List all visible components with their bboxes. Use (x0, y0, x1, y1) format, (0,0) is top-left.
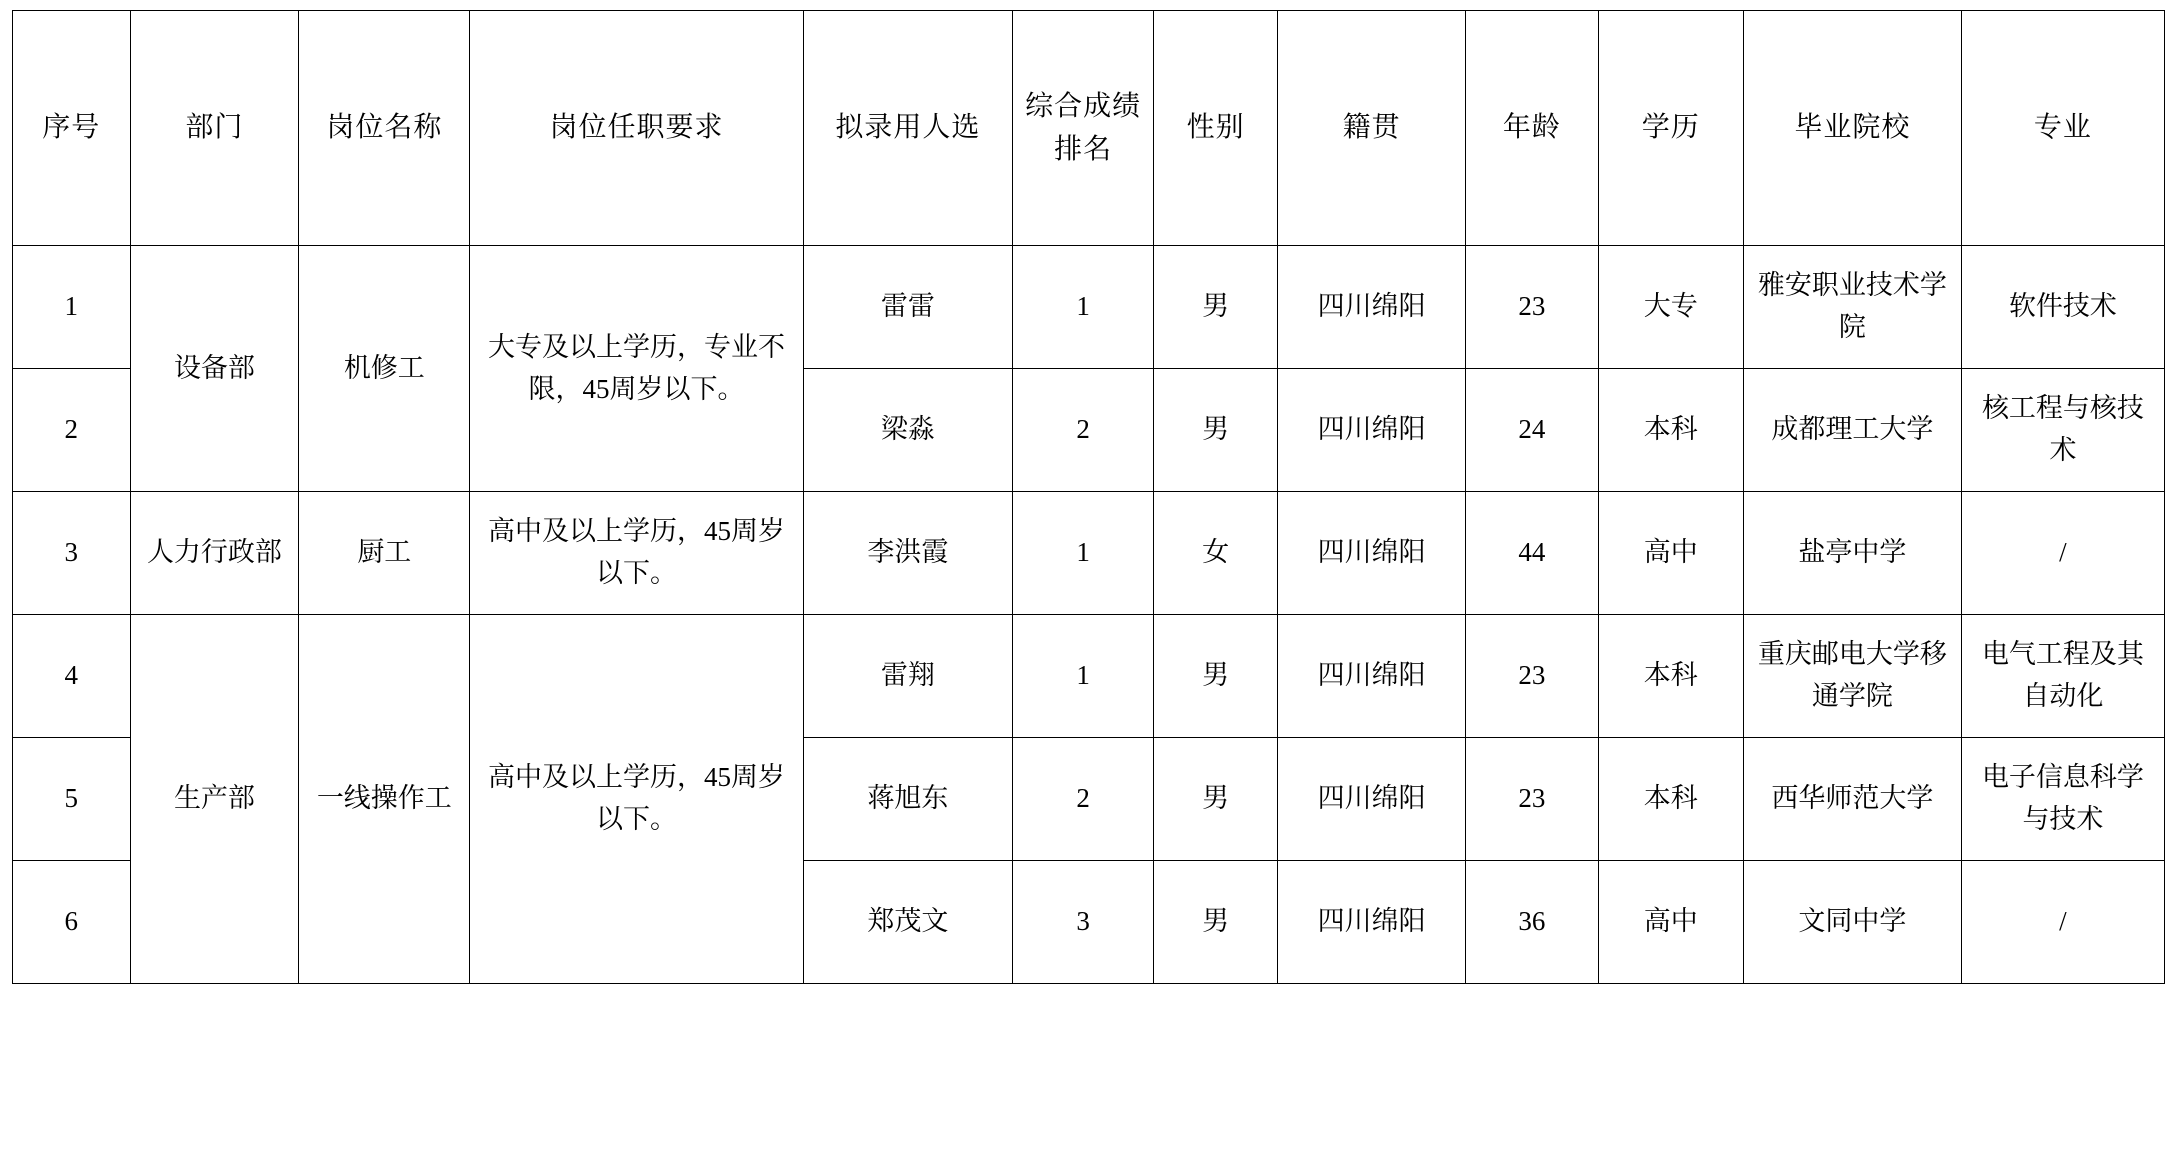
column-header-age: 年龄 (1466, 11, 1598, 246)
cell-school: 盐亭中学 (1743, 492, 1961, 615)
cell-gender: 男 (1154, 615, 1278, 738)
table-row (13, 492, 2165, 615)
cell-education: 大专 (1598, 246, 1743, 369)
column-header-department: 部门 (130, 11, 299, 246)
column-header-rank: 综合成绩排名 (1013, 11, 1154, 246)
cell-origin: 四川绵阳 (1278, 369, 1466, 492)
cell-candidate: 李洪霞 (803, 492, 1012, 615)
cell-school: 成都理工大学 (1743, 369, 1961, 492)
cell-origin: 四川绵阳 (1278, 492, 1466, 615)
cell-seq: 6 (13, 861, 131, 984)
cell-seq: 5 (13, 738, 131, 861)
cell-gender: 男 (1154, 369, 1278, 492)
cell-gender: 女 (1154, 492, 1278, 615)
cell-post-requirement: 高中及以上学历，45周岁以下。 (470, 615, 803, 984)
cell-major: 电气工程及其自动化 (1961, 615, 2164, 738)
cell-school: 西华师范大学 (1743, 738, 1961, 861)
cell-seq: 3 (13, 492, 131, 615)
cell-candidate: 梁淼 (803, 369, 1012, 492)
cell-origin: 四川绵阳 (1278, 738, 1466, 861)
cell-candidate: 蒋旭东 (803, 738, 1012, 861)
cell-seq: 2 (13, 369, 131, 492)
cell-origin: 四川绵阳 (1278, 246, 1466, 369)
cell-age: 44 (1466, 492, 1598, 615)
cell-rank: 2 (1013, 738, 1154, 861)
cell-candidate: 雷雷 (803, 246, 1012, 369)
cell-school: 重庆邮电大学移通学院 (1743, 615, 1961, 738)
column-header-gender: 性别 (1154, 11, 1278, 246)
cell-seq: 1 (13, 246, 131, 369)
cell-department: 设备部 (130, 246, 299, 492)
cell-gender: 男 (1154, 861, 1278, 984)
cell-rank: 1 (1013, 615, 1154, 738)
cell-candidate: 雷翔 (803, 615, 1012, 738)
cell-department: 人力行政部 (130, 492, 299, 615)
cell-post-requirement: 大专及以上学历，专业不限，45周岁以下。 (470, 246, 803, 492)
cell-education: 高中 (1598, 861, 1743, 984)
column-header-school: 毕业院校 (1743, 11, 1961, 246)
column-header-post-requirement: 岗位任职要求 (470, 11, 803, 246)
table-row (13, 615, 2165, 738)
cell-education: 高中 (1598, 492, 1743, 615)
column-header-major: 专业 (1961, 11, 2164, 246)
cell-education: 本科 (1598, 615, 1743, 738)
cell-age: 23 (1466, 738, 1598, 861)
cell-candidate: 郑茂文 (803, 861, 1012, 984)
cell-gender: 男 (1154, 246, 1278, 369)
cell-major: 核工程与核技术 (1961, 369, 2164, 492)
cell-rank: 1 (1013, 492, 1154, 615)
column-header-candidate: 拟录用人选 (803, 11, 1012, 246)
cell-origin: 四川绵阳 (1278, 861, 1466, 984)
cell-post-name: 厨工 (299, 492, 470, 615)
cell-rank: 2 (1013, 369, 1154, 492)
cell-post-name: 机修工 (299, 246, 470, 492)
table-row (13, 246, 2165, 369)
column-header-seq: 序号 (13, 11, 131, 246)
cell-major: 电子信息科学与技术 (1961, 738, 2164, 861)
cell-post-requirement: 高中及以上学历，45周岁以下。 (470, 492, 803, 615)
cell-department: 生产部 (130, 615, 299, 984)
cell-origin: 四川绵阳 (1278, 615, 1466, 738)
cell-rank: 3 (1013, 861, 1154, 984)
cell-rank: 1 (1013, 246, 1154, 369)
cell-school: 雅安职业技术学院 (1743, 246, 1961, 369)
column-header-origin: 籍贯 (1278, 11, 1466, 246)
cell-age: 23 (1466, 246, 1598, 369)
column-header-post-name: 岗位名称 (299, 11, 470, 246)
cell-school: 文同中学 (1743, 861, 1961, 984)
cell-seq: 4 (13, 615, 131, 738)
cell-major: 软件技术 (1961, 246, 2164, 369)
cell-age: 36 (1466, 861, 1598, 984)
cell-major: / (1961, 492, 2164, 615)
column-header-education: 学历 (1598, 11, 1743, 246)
cell-post-name: 一线操作工 (299, 615, 470, 984)
cell-age: 24 (1466, 369, 1598, 492)
cell-gender: 男 (1154, 738, 1278, 861)
recruitment-candidates-table (12, 10, 2165, 984)
cell-age: 23 (1466, 615, 1598, 738)
cell-major: / (1961, 861, 2164, 984)
table-header-row (13, 11, 2165, 246)
cell-education: 本科 (1598, 369, 1743, 492)
cell-education: 本科 (1598, 738, 1743, 861)
